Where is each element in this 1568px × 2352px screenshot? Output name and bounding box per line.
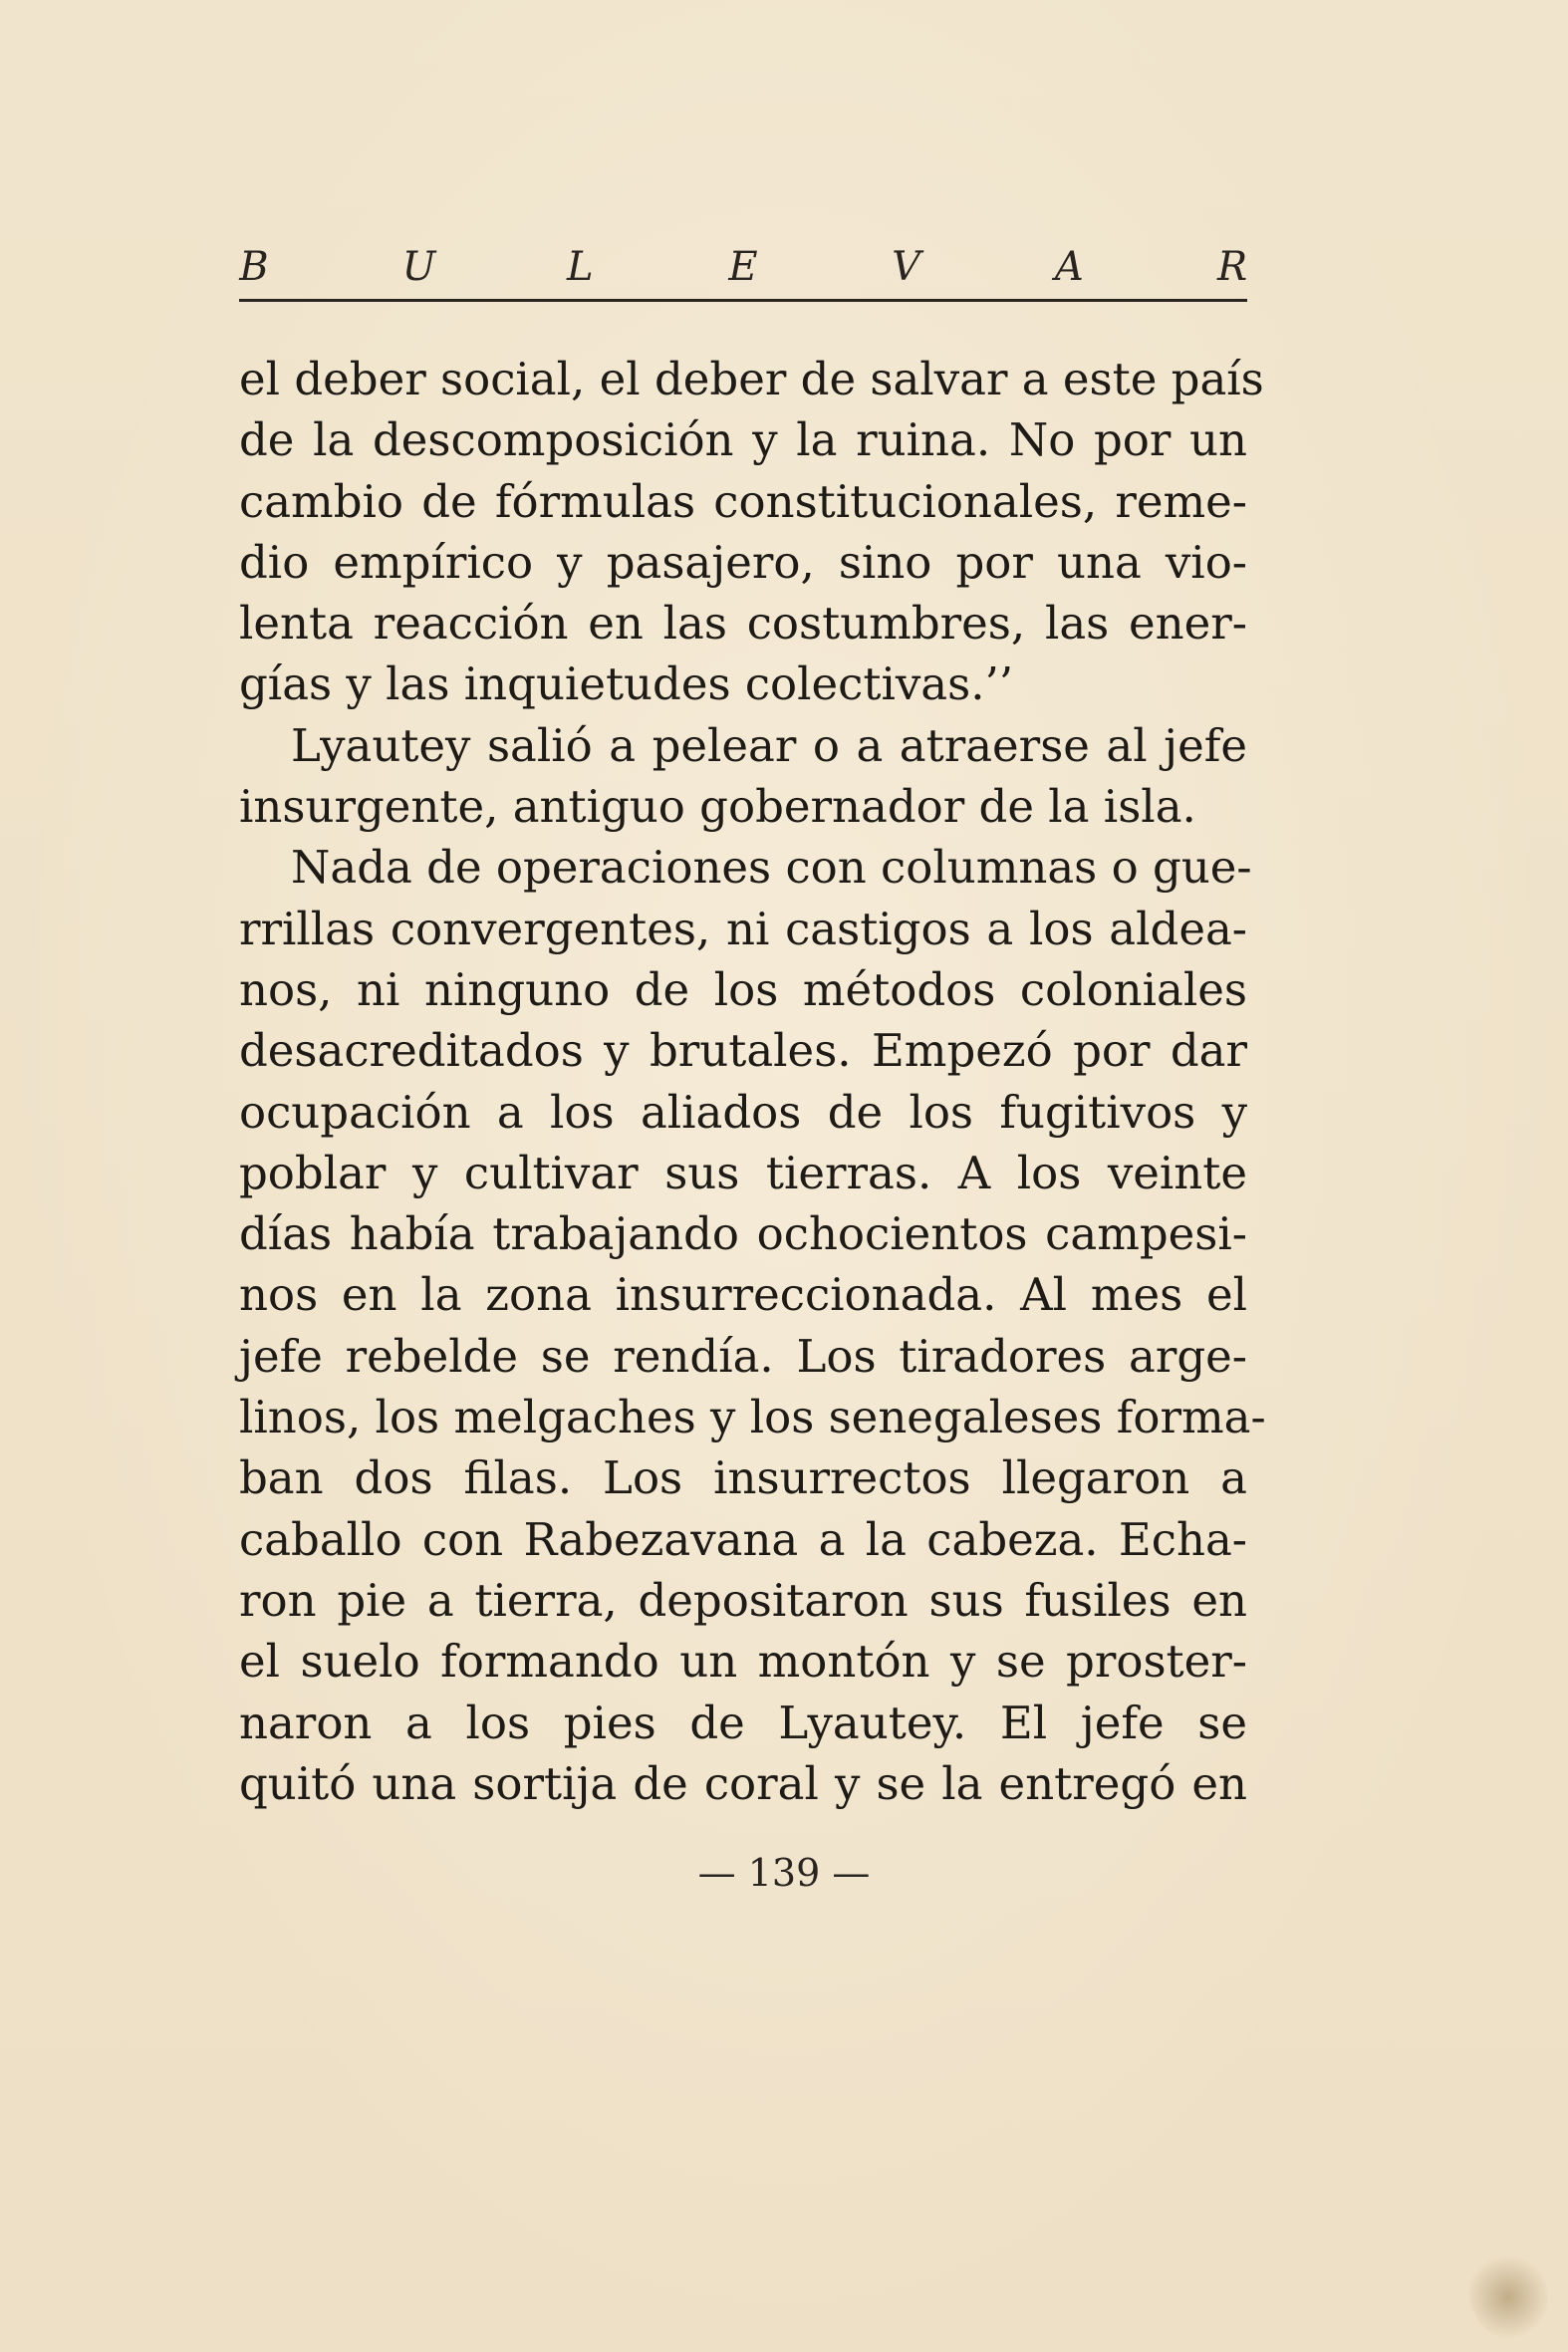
text-line: cambio de fórmulas constitucionales, reme- — [239, 474, 1247, 528]
header-letter-a: A — [1054, 244, 1084, 290]
header-letter-v: V — [892, 244, 921, 290]
text-line: nos, ni ninguno de los métodos coloniales — [239, 962, 1247, 1016]
text-line: de la descomposición y la ruina. No por un — [239, 413, 1247, 467]
text-line: ban dos filas. Los insurrectos llegaron a — [239, 1451, 1247, 1505]
text-line: Nada de operaciones con columnas o gue- — [291, 841, 1252, 895]
text-line: lenta reacción en las costumbres, las ener- — [239, 597, 1247, 651]
text-line: ron pie a tierra, depositaron sus fusiles en — [239, 1573, 1247, 1627]
paper-stain — [1468, 2252, 1548, 2342]
page-number: — 139 — — [697, 1851, 871, 1895]
text-line: linos, los melgaches y los senegaleses forma- — [239, 1391, 1266, 1444]
text-line: caballo con Rabezavana a la cabeza. Echa- — [239, 1512, 1247, 1566]
text-line: nos en la zona insurreccionada. Al mes el — [239, 1268, 1247, 1322]
text-line: días había trabajando ochocientos campesi- — [239, 1207, 1247, 1261]
body-text — [239, 349, 1266, 1814]
header-rule — [239, 299, 1247, 302]
text-line: el deber social, el deber de salvar a este país — [239, 353, 1264, 405]
text-line: naron a los pies de Lyautey. El jefe se — [239, 1696, 1247, 1749]
header-letter-l: L — [567, 244, 594, 290]
text-line: desacreditados y brutales. Empezó por dar — [239, 1024, 1247, 1078]
text-line: ocupación a los aliados de los fugitivos y — [239, 1085, 1247, 1139]
text-line: quitó una sortija de coral y se la entregó en — [239, 1756, 1247, 1810]
text-line: dio empírico y pasajero, sino por una vio- — [239, 535, 1247, 589]
header-letter-b: B — [239, 244, 269, 290]
text-line: insurgente, antiguo gobernador de la isla. — [239, 780, 1196, 834]
text-line: gías y las inquietudes colectivas.’’ — [239, 657, 1014, 711]
header-letter-u: U — [401, 244, 436, 290]
text-line: poblar y cultivar sus tierras. A los veinte — [239, 1146, 1247, 1199]
text-line: rrillas convergentes, ni castigos a los aldea- — [239, 902, 1247, 955]
text-line: el suelo formando un montón y se proster- — [239, 1635, 1247, 1689]
header-letter-e: E — [728, 244, 758, 290]
text-line: Lyautey salió a pelear o a atraerse al jefe — [291, 718, 1247, 772]
text-line: jefe rebelde se rendía. Los tiradores arge- — [239, 1329, 1247, 1383]
header-letter-r: R — [1216, 244, 1248, 290]
running-header — [239, 237, 1247, 297]
